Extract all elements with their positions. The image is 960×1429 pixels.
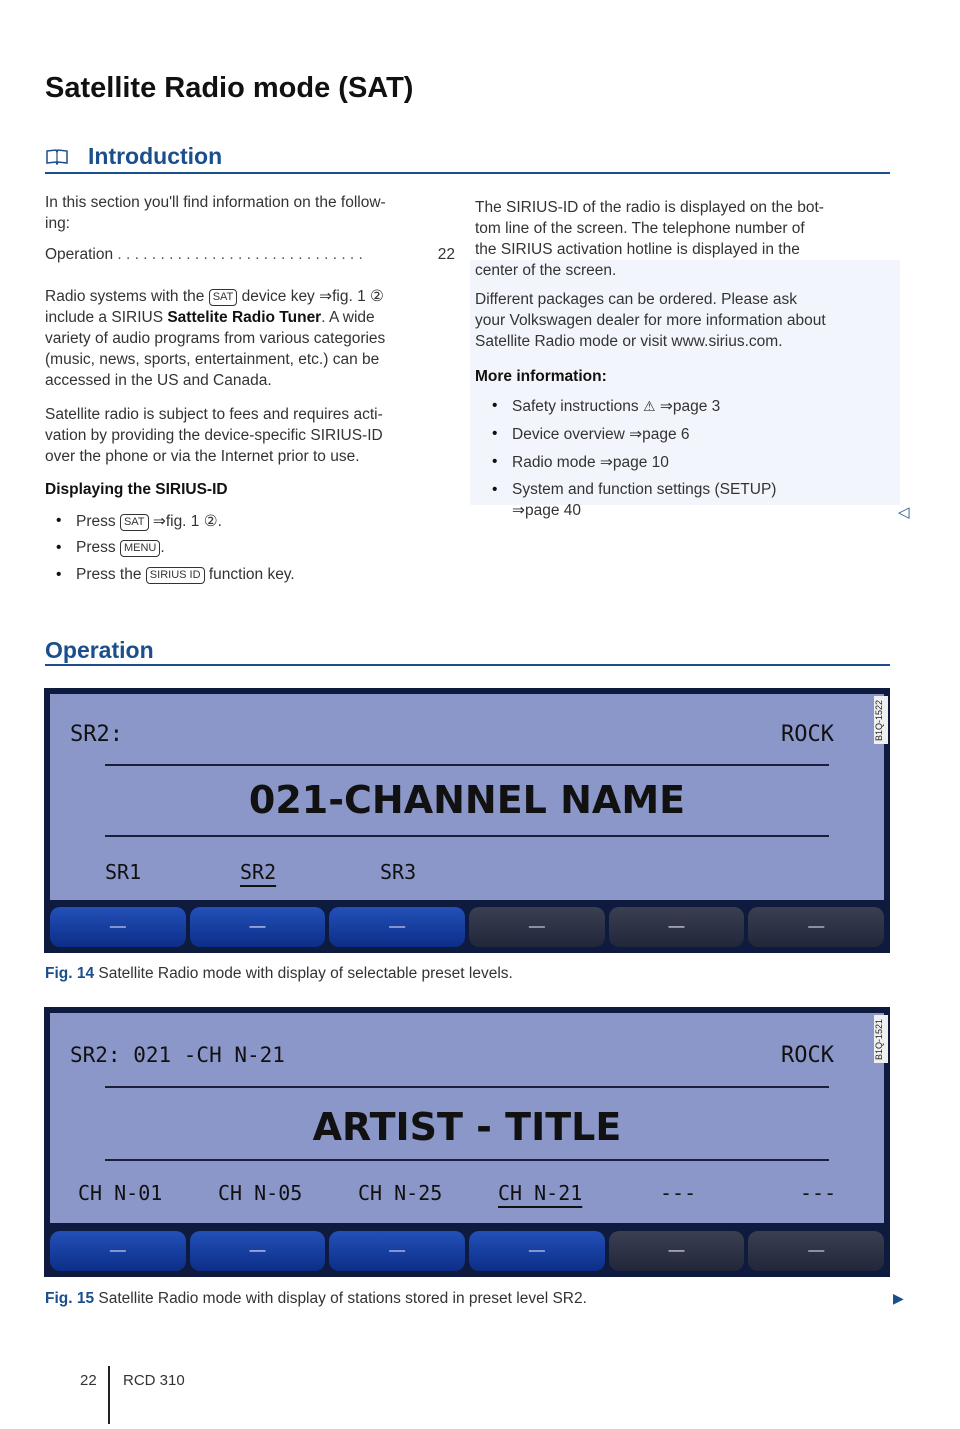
operation-rule xyxy=(45,664,890,666)
r1-line4: center of the screen. xyxy=(475,262,617,279)
fig14-softkey-2[interactable]: — xyxy=(190,907,326,947)
fig14-softkey-1[interactable]: — xyxy=(50,907,186,947)
fig15-station-info: SR2: 021 -CH N-21 xyxy=(70,1043,285,1067)
fig15-softkey-1[interactable]: — xyxy=(50,1231,186,1271)
fig14-softkey-4[interactable]: — xyxy=(469,907,605,947)
warning-icon: ⚠ xyxy=(642,399,656,415)
link-setup-page[interactable]: ⇒page 40 xyxy=(512,502,582,519)
operation-heading: Operation xyxy=(45,637,154,663)
introduction-rule xyxy=(45,172,890,174)
fig14-softkey-3[interactable]: — xyxy=(329,907,465,947)
fig14-softkeys xyxy=(50,907,884,947)
fig15-preset-6: --- xyxy=(800,1181,837,1205)
p1-line1: Radio systems with the SAT device key ⇒fig. 1 ② xyxy=(45,288,384,305)
fig15-category: ROCK xyxy=(781,1043,834,1068)
fig15-screen xyxy=(44,1007,890,1277)
fig14-category: ROCK xyxy=(781,722,834,747)
fig14-softkey-6[interactable]: — xyxy=(748,907,884,947)
sat-key: SAT xyxy=(120,514,149,531)
link-safety[interactable]: • Safety instructions ⚠ ⇒page 3 xyxy=(512,397,720,416)
r2-line1: Different packages can be ordered. Please ask xyxy=(475,291,797,308)
r2-line2: your Volkswagen dealer for more information about xyxy=(475,312,826,329)
sirius-id-key: SIRIUS ID xyxy=(146,567,205,584)
fig15-preset-5: --- xyxy=(660,1181,697,1205)
introduction-heading: Introduction xyxy=(88,143,223,169)
link-device-overview[interactable]: • Device overview ⇒page 6 xyxy=(512,425,690,444)
toc-page: 22 xyxy=(437,246,455,263)
book-icon xyxy=(46,148,68,165)
fig15-lcd xyxy=(50,1013,884,1223)
r1-line2: tom line of the screen. The telephone number of xyxy=(475,220,805,237)
toc-label: Operation xyxy=(45,246,114,263)
fig14-softkey-5[interactable]: — xyxy=(609,907,745,947)
sat-key: SAT xyxy=(209,289,238,306)
subheading-display-id: Displaying the SIRIUS-ID xyxy=(45,481,228,498)
p2-line2: vation by providing the device-specific SIRIUS-ID xyxy=(45,427,383,444)
p2-line1: Satellite radio is subject to fees and requires acti- xyxy=(45,406,383,423)
p1-line5: accessed in the US and Canada. xyxy=(45,372,272,389)
menu-key: MENU xyxy=(120,540,160,557)
toc-entry[interactable] xyxy=(45,244,455,265)
step-3: • Press the SIRIUS ID function key. xyxy=(76,566,295,584)
link-radio-mode[interactable]: • Radio mode ⇒page 10 xyxy=(512,453,669,472)
intro-lead-line2: ing: xyxy=(45,215,70,232)
step-2: • Press MENU . xyxy=(76,539,165,557)
fig14-lcd xyxy=(50,694,884,900)
fig14-preset-level: SR2: xyxy=(70,722,123,747)
fig15-preset-4: CH N-21 xyxy=(498,1181,583,1205)
fig14-channel-name: 021-CHANNEL NAME xyxy=(248,778,686,822)
fig15-preset-3: CH N-25 xyxy=(358,1181,443,1205)
fig15-softkey-5[interactable]: — xyxy=(609,1231,745,1271)
toc-dots: . . . . . . . . . . . . . . . . . . . . . . . . . . . . . xyxy=(117,246,363,263)
p2-line3: over the phone or via the Internet prior to use. xyxy=(45,448,360,465)
footer-divider xyxy=(108,1366,110,1424)
link-setup[interactable]: • System and function settings (SETUP) xyxy=(512,481,776,499)
fig15-softkey-3[interactable]: — xyxy=(329,1231,465,1271)
page-number: 22 xyxy=(80,1372,97,1389)
fig15-preset-1: CH N-01 xyxy=(78,1181,163,1205)
p1-line2: include a SIRIUS Sattelite Radio Tuner. A wide xyxy=(45,309,375,326)
fig15-softkey-2[interactable]: — xyxy=(190,1231,326,1271)
fig15-artist-title: ARTIST - TITLE xyxy=(312,1105,622,1149)
fig15-tag: B1Q-1521 xyxy=(874,1015,888,1063)
intro-lead-line1: In this section you'll find information on the follow- xyxy=(45,194,386,211)
r1-line3: the SIRIUS activation hotline is displayed in the xyxy=(475,241,800,258)
more-information-heading: More information: xyxy=(475,368,607,385)
model-name: RCD 310 xyxy=(123,1372,185,1389)
r2-line3: Satellite Radio mode or visit www.sirius.com. xyxy=(475,333,783,350)
fig14-preset-sr3: SR3 xyxy=(380,860,417,884)
fig14-preset-sr2: SR2 xyxy=(240,860,277,884)
page-title: Satellite Radio mode (SAT) xyxy=(45,72,414,104)
fig14-preset-sr1: SR1 xyxy=(105,860,142,884)
r1-line1: The SIRIUS-ID of the radio is displayed on the bot- xyxy=(475,199,824,216)
step-1: • Press SAT ⇒fig. 1 ②. xyxy=(76,512,222,531)
p1-line4: (music, news, sports, entertainment, etc.) can be xyxy=(45,351,380,368)
fig15-softkey-4[interactable]: — xyxy=(469,1231,605,1271)
fig15-softkey-6[interactable]: — xyxy=(748,1231,884,1271)
fig15-caption: Fig. 15 Satellite Radio mode with display of stations stored in preset level SR2. xyxy=(45,1290,587,1307)
p1-line3: variety of audio programs from various categories xyxy=(45,330,386,347)
continue-arrow-icon: ▶ xyxy=(893,1291,904,1307)
fig15-softkeys xyxy=(50,1231,884,1271)
fig14-tag: B1Q-1522 xyxy=(874,696,888,744)
fig14-caption: Fig. 14 Satellite Radio mode with display of selectable preset levels. xyxy=(45,965,513,982)
fig14-screen xyxy=(44,688,890,953)
section-end-icon: ◁ xyxy=(898,503,910,521)
fig15-preset-2: CH N-05 xyxy=(218,1181,303,1205)
